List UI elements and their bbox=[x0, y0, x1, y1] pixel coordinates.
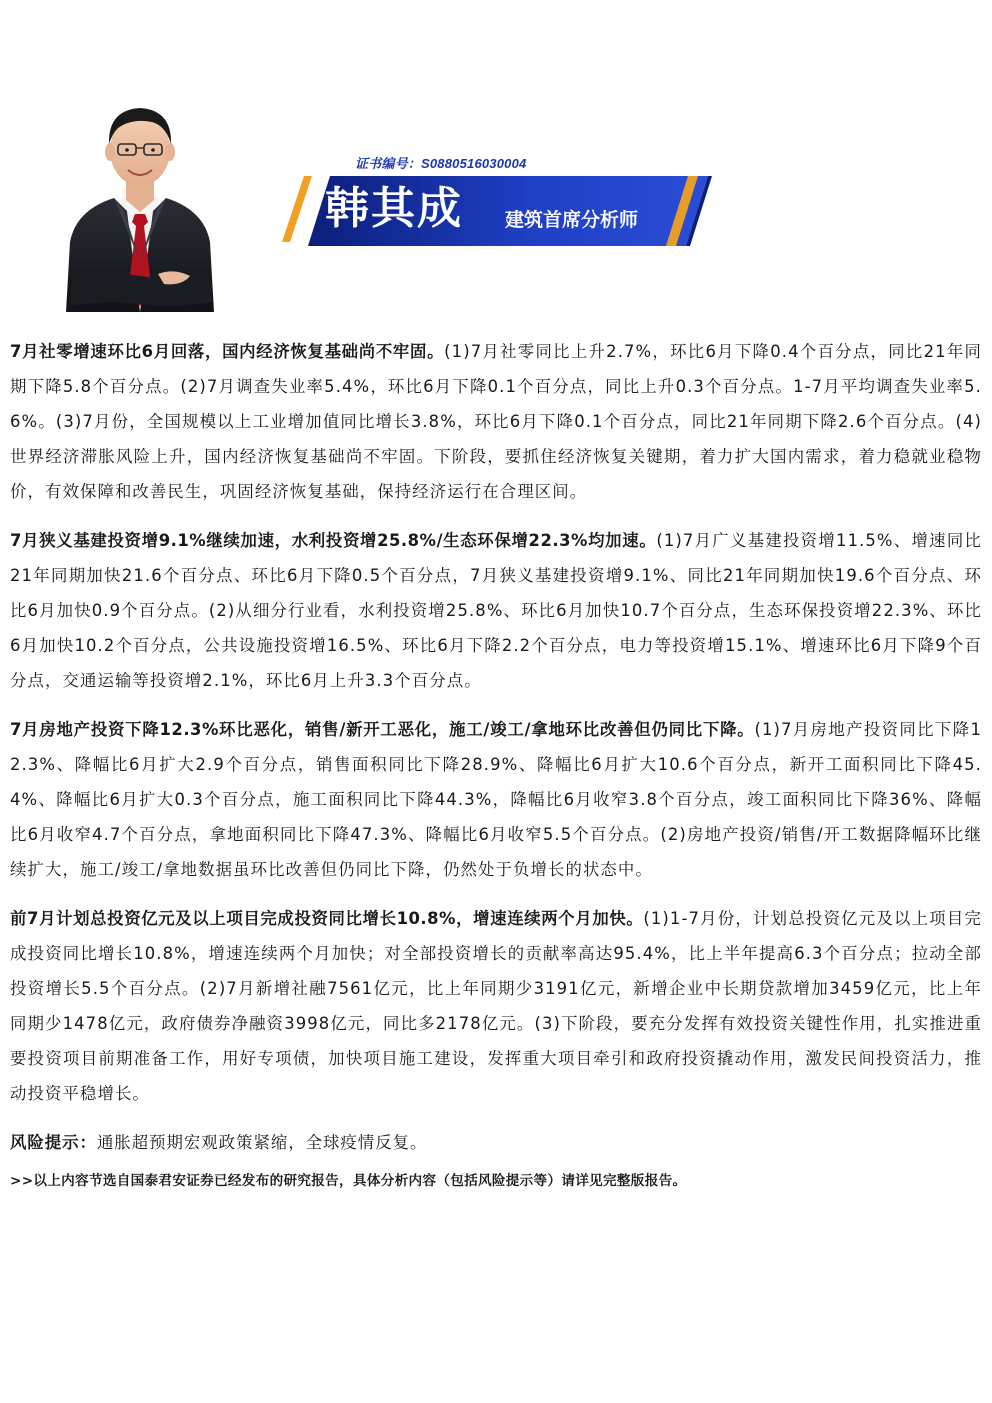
paragraph-lead: 7月房地产投资下降12.3%环比恶化，销售/新开工恶化，施工/竣工/拿地环比改善但仍同比下降。 bbox=[10, 720, 755, 739]
paragraph-text: (1)7月广义基建投资增11.5%、增速同比21年同期加快21.6个百分点、环比6月下降0.5个百分点，7月狭义基建投资增9.1%、同比21年同期加快19.6个百分点、环比6月加快0.9个百分点。(2)从细分行业看，水利投资增25.8%、环比6月加快10.7个百分点，生态环保投资增22.3%、环比6月加快10.2个百分点，公共设施投资增16.5%、环比6月下降2.2个百分点，电力等投资增15.1%、增速环比6月下降9个百分点，交通运输等投资增2.1%，环比6月上升3.3个百分点。 bbox=[10, 531, 982, 690]
paragraph-lead: 前7月计划总投资亿元及以上项目完成投资同比增长10.8%，增速连续两个月加快。 bbox=[10, 909, 644, 928]
paragraph-real-estate bbox=[10, 712, 982, 887]
analyst-title: 建筑首席分析师 bbox=[505, 209, 639, 231]
risk-label: 风险提示： bbox=[10, 1133, 97, 1152]
paragraph-investment bbox=[10, 901, 982, 1111]
paragraph-text: (1)7月房地产投资同比下降12.3%、降幅比6月扩大2.9个百分点，销售面积同比下降28.9%、降幅比6月扩大10.6个百分点，新开工面积同比下降45.4%、降幅比6月扩大0.3个百分点，施工面积同比下降44.3%，降幅比6月收窄3.8个百分点，竣工面积同比下降36%、降幅比6月收窄4.7个百分点，拿地面积同比下降47.3%、降幅比6月收窄5.5个百分点。(2)房地产投资/销售/开工数据降幅环比继续扩大，施工/竣工/拿地数据虽环比改善但仍同比下降，仍然处于负增长的状态中。 bbox=[10, 720, 982, 879]
analyst-header bbox=[0, 0, 992, 320]
analyst-portrait bbox=[62, 92, 218, 312]
risk-text: 通胀超预期宏观政策紧缩，全球疫情反复。 bbox=[96, 1133, 428, 1152]
paragraph-retail bbox=[10, 334, 982, 509]
paragraph-lead: 7月狭义基建投资增9.1%继续加速，水利投资增25.8%/生态环保增22.3%均加速。 bbox=[10, 531, 657, 550]
paragraph-text: (1)1-7月份，计划总投资亿元及以上项目完成投资同比增长10.8%，增速连续两个月加快；对全部投资增长的贡献率高达95.4%，比上半年提高6.3个百分点；拉动全部投资增长5.5个百分点。(2)7月新增社融7561亿元，比上年同期少3191亿元，新增企业中长期贷款增加3459亿元，比上年同期少1478亿元，政府债券净融资3998亿元，同比多2178亿元。(3)下阶段，要充分发挥有效投资关键性作用，扎实推进重要投资项目前期准备工作，用好专项债，加快项目施工建设，发挥重大项目牵引和政府投资撬动作用，激发民间投资活力，推动投资平稳增长。 bbox=[10, 909, 983, 1103]
paragraph-infrastructure bbox=[10, 523, 982, 698]
paragraph-text: (1)7月社零同比上升2.7%，环比6月下降0.4个百分点，同比21年同期下降5.8个百分点。(2)7月调查失业率5.4%，环比6月下降0.1个百分点，同比上升0.3个百分点。1-7月平均调查失业率5.6%。(3)7月份，全国规模以上工业增加值同比增长3.8%，环比6月下降0.1个百分点，同比21年同期下降2.6个百分点。(4)世界经济滞胀风险上升，国内经济恢复基础尚不牢固。下阶段，要抓住经济恢复关键期，着力扩大国内需求，着力稳就业稳物价，有效保障和改善民生，巩固经济恢复基础，保持经济运行在合理区间。 bbox=[10, 342, 982, 501]
analyst-name: 韩其成 bbox=[325, 183, 463, 234]
report-body bbox=[10, 334, 982, 1192]
paragraph-lead: 7月社零增速环比6月回落，国内经济恢复基础尚不牢固。 bbox=[10, 342, 445, 361]
certificate-number: 证书编号：S0880516030004 bbox=[355, 156, 527, 171]
risk-warning bbox=[10, 1125, 982, 1160]
source-note: >>以上内容节选自国泰君安证券已经发布的研究报告，具体分析内容（包括风险提示等）请详见完整版报告。 bbox=[10, 1173, 687, 1189]
